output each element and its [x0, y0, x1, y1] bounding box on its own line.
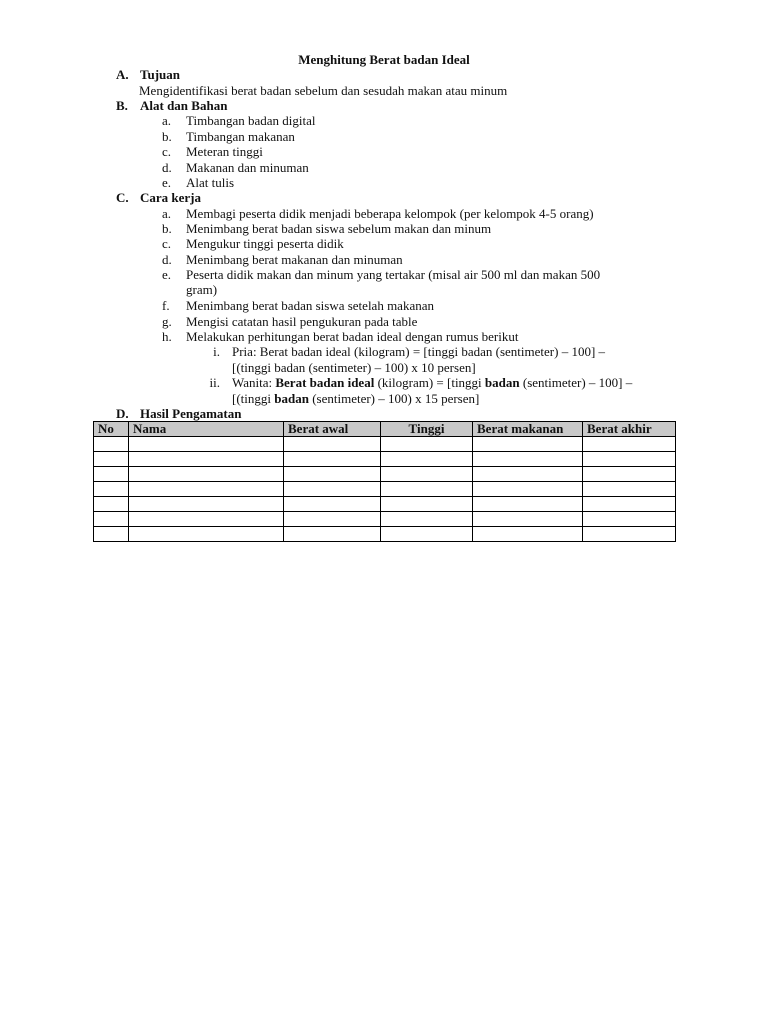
section-b-letter: B.	[116, 98, 128, 113]
table-cell	[381, 482, 473, 497]
table-body	[94, 437, 676, 542]
table-cell	[583, 527, 676, 542]
table-cell	[284, 497, 381, 512]
table-cell	[129, 512, 284, 527]
table-cell	[473, 482, 583, 497]
table-cell	[94, 452, 129, 467]
table-row	[94, 482, 676, 497]
table-row	[94, 452, 676, 467]
table-cell	[473, 497, 583, 512]
section-a-title: Tujuan	[140, 67, 180, 82]
header-no: No	[94, 422, 129, 437]
table-cell	[381, 452, 473, 467]
header-berat-akhir: Berat akhir	[583, 422, 676, 437]
section-a-letter: A.	[116, 67, 129, 82]
table-cell	[473, 452, 583, 467]
table-cell	[94, 512, 129, 527]
table-cell	[583, 482, 676, 497]
table-cell	[381, 437, 473, 452]
table-cell	[284, 452, 381, 467]
section-b-title: Alat dan Bahan	[140, 98, 228, 113]
table-cell	[94, 527, 129, 542]
section-d-title: Hasil Pengamatan	[140, 406, 242, 421]
header-tinggi: Tinggi	[381, 422, 473, 437]
table-cell	[284, 527, 381, 542]
table-cell	[381, 467, 473, 482]
table-cell	[129, 497, 284, 512]
table-cell	[129, 452, 284, 467]
table-cell	[381, 512, 473, 527]
header-nama: Nama	[129, 422, 284, 437]
table-row	[94, 437, 676, 452]
table-cell	[583, 497, 676, 512]
table-cell	[94, 467, 129, 482]
table-row	[94, 467, 676, 482]
table-cell	[284, 467, 381, 482]
table-cell	[129, 482, 284, 497]
table-cell	[473, 467, 583, 482]
section-a-text: Mengidentifikasi berat badan sebelum dan sesudah makan atau minum	[139, 83, 508, 98]
table-cell	[94, 497, 129, 512]
header-berat-awal: Berat awal	[284, 422, 381, 437]
table-cell	[284, 437, 381, 452]
table-row	[94, 497, 676, 512]
section-c-letter: C.	[116, 190, 129, 205]
table-cell	[94, 437, 129, 452]
table-row	[94, 512, 676, 527]
table-cell	[583, 467, 676, 482]
page-title: Menghitung Berat badan Ideal	[298, 52, 470, 67]
header-berat-makanan: Berat makanan	[473, 422, 583, 437]
table-cell	[129, 437, 284, 452]
table-cell	[129, 467, 284, 482]
observation-table	[93, 421, 676, 542]
table-cell	[381, 497, 473, 512]
table-cell	[583, 512, 676, 527]
table-cell	[473, 527, 583, 542]
table-cell	[381, 527, 473, 542]
table-row	[94, 527, 676, 542]
table-cell	[284, 482, 381, 497]
table-cell	[583, 452, 676, 467]
table-cell	[473, 512, 583, 527]
table-cell	[94, 482, 129, 497]
table-cell	[473, 437, 583, 452]
section-d-letter: D.	[116, 406, 129, 421]
table-header-row	[94, 422, 676, 437]
table-cell	[583, 437, 676, 452]
table-cell	[284, 512, 381, 527]
table-cell	[129, 527, 284, 542]
section-c-title: Cara kerja	[140, 190, 202, 205]
